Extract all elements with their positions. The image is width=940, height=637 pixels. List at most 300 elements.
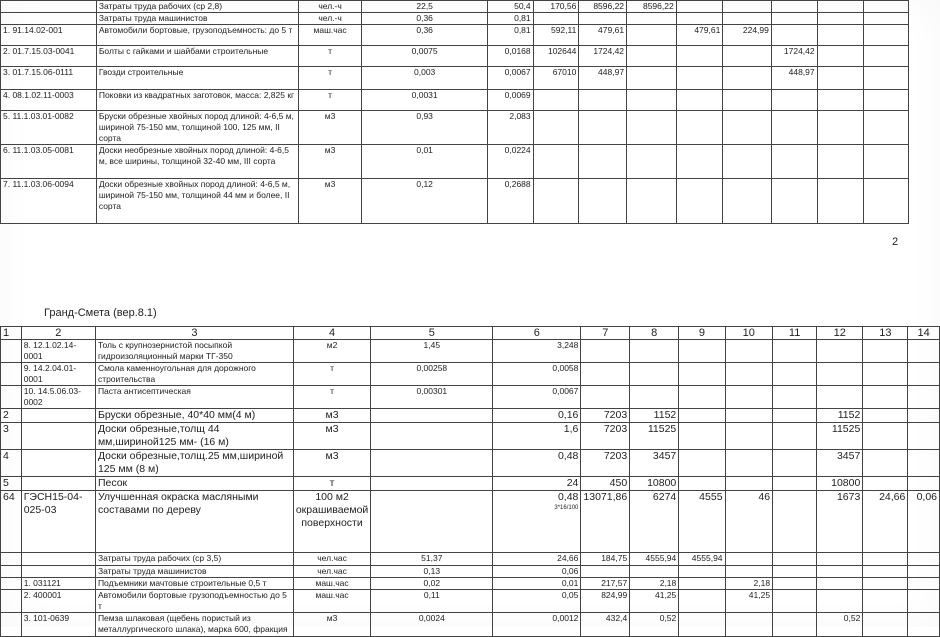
table-row xyxy=(1,553,940,566)
cell-name: Бруски обрезные хвойных пород длиной: 4-6,5 м, шириной 75-150 мм, толщиной 100, 125 мм, II сорта xyxy=(96,111,298,145)
cell-qty xyxy=(371,409,493,423)
cell-total-qty: 0,48 xyxy=(493,450,581,477)
cell-number: 64 xyxy=(1,491,22,553)
cell-labor-workers xyxy=(863,363,908,386)
cell-machines: 2,18 xyxy=(725,578,773,590)
cell-machines xyxy=(725,450,773,477)
cell-materials: 10800 xyxy=(817,477,863,491)
cell-qty: 0,93 xyxy=(362,111,488,145)
column-number: 4 xyxy=(293,327,370,340)
estimate-table-page2 xyxy=(0,326,940,637)
cell-total: 41,25 xyxy=(630,590,679,613)
cell-code xyxy=(21,553,95,566)
table-row xyxy=(1,491,940,553)
cell-wages xyxy=(627,90,677,111)
table-row xyxy=(1,111,940,145)
cell-machines xyxy=(725,423,773,450)
cell-unit-price: 102644 xyxy=(533,46,579,67)
cell-name: Затраты труда рабочих (ср 3,5) xyxy=(95,553,293,566)
cell-unit: маш.час xyxy=(298,25,361,46)
cell-total: 0,52 xyxy=(630,613,679,637)
cell-qty: 0,00258 xyxy=(371,363,493,386)
cell-materials xyxy=(817,553,863,566)
cell-name: Смола каменноугольная для дорожного строительства xyxy=(95,363,293,386)
cell-code xyxy=(21,477,95,491)
cell-machinist-wages xyxy=(723,46,772,67)
cell-labor-machinists xyxy=(908,590,940,613)
column-number: 7 xyxy=(581,327,630,340)
cell-total-qty: 0,2688 xyxy=(488,179,534,224)
cell-qty: 51,37 xyxy=(371,553,493,566)
cell-machinist-wages xyxy=(723,90,772,111)
cell-name: Толь с крупнозернистой посыпкой гидроизоляционный марки ТГ-350 xyxy=(95,340,293,363)
cell-machinist-wages xyxy=(773,578,817,590)
table-row xyxy=(1,67,940,90)
cell-unit-price xyxy=(581,386,630,409)
cell-labor-machinists xyxy=(908,423,940,450)
cell-code: 1. 031121 xyxy=(21,578,95,590)
cell-machinist-wages: 224,99 xyxy=(723,25,772,46)
cell-machines xyxy=(725,477,773,491)
cell-qty: 0,12 xyxy=(362,179,488,224)
cell-name: Болты с гайками и шайбами строительные xyxy=(96,46,298,67)
cell-unit-price xyxy=(581,363,630,386)
cell-code xyxy=(21,423,95,450)
cell-unit-price: 67010 xyxy=(533,67,579,90)
table-row xyxy=(1,90,940,111)
cell-code: 2. 400001 xyxy=(21,590,95,613)
cell-name: Паста антисептическая xyxy=(95,386,293,409)
cell-machines xyxy=(676,1,723,13)
column-number: 6 xyxy=(493,327,581,340)
cell-machinist-wages xyxy=(773,423,817,450)
cell-machines xyxy=(676,67,723,90)
cell-name: Затраты труда машинистов xyxy=(96,13,298,25)
cell-labor-workers: 24,66 xyxy=(863,491,908,553)
app-title: Гранд-Смета (вер.8.1) xyxy=(44,307,157,319)
cell-unit: м3 xyxy=(298,111,361,145)
cell-labor-machinists xyxy=(908,340,940,363)
cell-total-qty: 0,0224 xyxy=(488,145,534,179)
cell-name: Доски обрезные хвойных пород длиной: 4-6,5 м, шириной 75-150 мм, толщиной 44 мм и более, II сорта xyxy=(96,179,298,224)
table-row xyxy=(1,613,940,637)
cell-wages xyxy=(679,613,725,637)
cell-materials: 0,52 xyxy=(817,613,863,637)
cell-machinist-wages xyxy=(773,340,817,363)
cell-total: 8596,22 xyxy=(579,1,627,13)
cell-total: 1724,42 xyxy=(579,46,627,67)
cell-number: 4 xyxy=(1,450,22,477)
cell-unit: м3 xyxy=(298,145,361,179)
cell-machinist-wages xyxy=(773,386,817,409)
cell-number xyxy=(1,553,22,566)
cell-unit-price xyxy=(533,90,579,111)
cell-unit-price xyxy=(581,340,630,363)
cell-labor-machinists xyxy=(908,363,940,386)
cell-unit-price: 13071,86 xyxy=(581,491,630,553)
cell-materials xyxy=(817,340,863,363)
table-row xyxy=(1,13,940,25)
cell-machines: 479,61 xyxy=(676,25,723,46)
cell-name: Поковки из квадратных заготовок, масса: 2,825 кг xyxy=(96,90,298,111)
cell-name: Затраты труда рабочих (ср 2,8) xyxy=(96,1,298,13)
cell-materials: 1152 xyxy=(817,409,863,423)
cell-code xyxy=(1,1,97,13)
cell-machinist-wages xyxy=(723,1,772,13)
cell-qty: 0,003 xyxy=(362,67,488,90)
cell-labor-machinists xyxy=(908,386,940,409)
column-number: 2 xyxy=(21,327,95,340)
table-row xyxy=(1,340,940,363)
cell-labor-machinists xyxy=(908,613,940,637)
cell-labor-workers xyxy=(817,90,863,111)
cell-name: Затраты труда машинистов xyxy=(95,566,293,578)
cell-labor-machinists: 0,06 xyxy=(908,491,940,553)
cell-labor-workers xyxy=(863,553,908,566)
column-number: 13 xyxy=(863,327,908,340)
cell-materials xyxy=(771,145,817,179)
cell-machinist-wages xyxy=(723,67,772,90)
cell-number xyxy=(1,590,22,613)
cell-labor-machinists xyxy=(908,553,940,566)
cell-machines xyxy=(725,566,773,578)
cell-labor-workers xyxy=(817,25,863,46)
cell-labor-workers xyxy=(817,145,863,179)
column-number: 11 xyxy=(773,327,817,340)
cell-number xyxy=(1,566,22,578)
column-number: 14 xyxy=(908,327,940,340)
cell-wages xyxy=(679,450,725,477)
cell-name: Доски обрезные,толщ 44 мм,шириной125 мм- (16 м) xyxy=(95,423,293,450)
cell-machines xyxy=(725,363,773,386)
cell-code: 2. 01.7.15.03-0041 xyxy=(1,46,97,67)
cell-total-qty: 0,16 xyxy=(493,409,581,423)
cell-machines xyxy=(725,409,773,423)
cell-wages xyxy=(679,590,725,613)
cell-name: Доски обрезные,толщ.25 мм,шириной 125 мм (8 м) xyxy=(95,450,293,477)
cell-total xyxy=(579,179,627,224)
cell-machinist-wages xyxy=(723,179,772,224)
cell-materials xyxy=(817,590,863,613)
cell-machinist-wages xyxy=(723,13,772,25)
cell-wages xyxy=(627,13,677,25)
cell-materials xyxy=(771,13,817,25)
table-row xyxy=(1,386,940,409)
cell-unit-price xyxy=(533,145,579,179)
estimate-table-page1 xyxy=(0,0,940,224)
cell-labor-machinists xyxy=(908,409,940,423)
cell-number: 2 xyxy=(1,409,22,423)
cell-labor-workers xyxy=(863,590,908,613)
cell-unit: чел.час xyxy=(293,553,370,566)
cell-labor-machinists xyxy=(863,13,908,25)
table-row xyxy=(1,590,940,613)
cell-unit-price: 184,75 xyxy=(581,553,630,566)
cell-machines xyxy=(676,145,723,179)
table-row xyxy=(1,1,940,13)
cell-labor-machinists xyxy=(863,67,908,90)
cell-unit: т xyxy=(293,477,370,491)
cell-unit: т xyxy=(293,386,370,409)
cell-labor-workers xyxy=(817,1,863,13)
cell-total-qty: 0,81 xyxy=(488,25,534,46)
cell-code: 3. 01.7.15.06-0111 xyxy=(1,67,97,90)
cell-number xyxy=(1,340,22,363)
quantity-formula: 3*16/100 xyxy=(554,505,579,511)
cell-unit: 100 м2 окрашиваемой поверхности xyxy=(293,491,370,553)
cell-labor-workers xyxy=(817,67,863,90)
cell-total-qty: 3,248 xyxy=(493,340,581,363)
cell-wages xyxy=(627,179,677,224)
cell-wages xyxy=(627,111,677,145)
column-number-row xyxy=(1,327,940,340)
table-row xyxy=(1,477,940,491)
cell-machines xyxy=(725,340,773,363)
cell-name: Улучшенная окраска масляными составами по дереву xyxy=(95,491,293,553)
cell-machinist-wages xyxy=(773,590,817,613)
cell-labor-machinists xyxy=(863,145,908,179)
cell-materials: 3457 xyxy=(817,450,863,477)
cell-wages: 4555 xyxy=(679,491,725,553)
table-row xyxy=(1,409,940,423)
cell-unit-price xyxy=(581,566,630,578)
cell-qty: 0,01 xyxy=(362,145,488,179)
cell-name: Пемза шлаковая (щебень пористый из металлургического шлака), марка 600, фракция xyxy=(95,613,293,637)
cell-total-qty: 2,083 xyxy=(488,111,534,145)
cell-labor-workers xyxy=(817,179,863,224)
cell-materials xyxy=(771,1,817,13)
cell-labor-workers xyxy=(817,13,863,25)
cell-total: 479,61 xyxy=(579,25,627,46)
cell-total-qty: 0,05 xyxy=(493,590,581,613)
cell-total-qty: 0,0067 xyxy=(488,67,534,90)
cell-qty: 0,36 xyxy=(362,25,488,46)
cell-total: 4555,94 xyxy=(630,553,679,566)
cell-materials xyxy=(817,363,863,386)
cell-total: 10800 xyxy=(630,477,679,491)
cell-code: 8. 12.1.02.14-0001 xyxy=(21,340,95,363)
cell-labor-workers xyxy=(817,111,863,145)
cell-labor-workers xyxy=(863,477,908,491)
cell-machinist-wages xyxy=(773,491,817,553)
table-row xyxy=(1,145,940,179)
cell-materials xyxy=(817,578,863,590)
cell-materials xyxy=(771,25,817,46)
cell-code xyxy=(21,566,95,578)
page-number: 2 xyxy=(892,236,899,248)
cell-labor-machinists xyxy=(863,25,908,46)
cell-wages xyxy=(679,340,725,363)
cell-qty: 22,5 xyxy=(362,1,488,13)
cell-code xyxy=(21,409,95,423)
column-number: 8 xyxy=(630,327,679,340)
cell-qty xyxy=(371,491,493,553)
cell-machinist-wages xyxy=(723,145,772,179)
cell-name: Бруски обрезные, 40*40 мм(4 м) xyxy=(95,409,293,423)
cell-number xyxy=(1,578,22,590)
cell-code: 10. 14.5.06.03-0002 xyxy=(21,386,95,409)
cell-unit-price: 7203 xyxy=(581,409,630,423)
cell-labor-workers xyxy=(863,578,908,590)
cell-total-qty: 0,0168 xyxy=(488,46,534,67)
cell-machinist-wages xyxy=(773,566,817,578)
column-number: 9 xyxy=(679,327,725,340)
cell-total-qty: 0,06 xyxy=(493,566,581,578)
cell-name: Доски необрезные хвойных пород длиной: 4-6,5 м, все ширины, толщиной 32-40 мм, III сорта xyxy=(96,145,298,179)
cell-labor-machinists xyxy=(863,90,908,111)
cell-wages xyxy=(627,145,677,179)
cell-labor-machinists xyxy=(863,1,908,13)
cell-labor-workers xyxy=(863,423,908,450)
cell-labor-machinists xyxy=(908,477,940,491)
cell-name: Автомобили бортовые, грузоподъемность: до 5 т xyxy=(96,25,298,46)
cell-unit: т xyxy=(293,363,370,386)
cell-total-qty: 0,0012 xyxy=(493,613,581,637)
cell-wages xyxy=(627,25,677,46)
column-number: 5 xyxy=(371,327,493,340)
cell-total xyxy=(630,386,679,409)
cell-qty: 0,00301 xyxy=(371,386,493,409)
cell-total xyxy=(630,566,679,578)
cell-unit: т xyxy=(298,67,361,90)
cell-wages xyxy=(679,477,725,491)
cell-unit: чел.-ч xyxy=(298,13,361,25)
cell-machinist-wages xyxy=(773,477,817,491)
cell-qty xyxy=(371,477,493,491)
cell-labor-machinists xyxy=(863,46,908,67)
cell-total: 11525 xyxy=(630,423,679,450)
cell-machines xyxy=(676,111,723,145)
cell-unit-price: 450 xyxy=(581,477,630,491)
cell-wages xyxy=(627,67,677,90)
cell-name: Подъемники мачтовые строительные 0,5 т xyxy=(95,578,293,590)
table-row xyxy=(1,363,940,386)
cell-qty xyxy=(371,450,493,477)
table-row xyxy=(1,578,940,590)
cell-total: 3457 xyxy=(630,450,679,477)
cell-machines xyxy=(676,179,723,224)
cell-unit: м3 xyxy=(298,179,361,224)
cell-labor-machinists xyxy=(863,179,908,224)
cell-materials: 1673 xyxy=(817,491,863,553)
table-row xyxy=(1,566,940,578)
cell-total-qty: 24,66 xyxy=(493,553,581,566)
cell-number xyxy=(1,386,22,409)
cell-number: 3 xyxy=(1,423,22,450)
cell-number: 5 xyxy=(1,477,22,491)
cell-total xyxy=(579,111,627,145)
cell-unit-price xyxy=(533,111,579,145)
cell-machinist-wages xyxy=(773,450,817,477)
cell-wages: 4555,94 xyxy=(679,553,725,566)
cell-labor-workers xyxy=(817,46,863,67)
cell-labor-machinists xyxy=(908,578,940,590)
cell-materials: 11525 xyxy=(817,423,863,450)
cell-machines xyxy=(725,386,773,409)
cell-unit-price: 7203 xyxy=(581,423,630,450)
cell-total: 1152 xyxy=(630,409,679,423)
cell-code: 5. 11.1.03.01-0082 xyxy=(1,111,97,145)
cell-labor-workers xyxy=(863,613,908,637)
cell-qty: 0,11 xyxy=(371,590,493,613)
table-row xyxy=(1,25,940,46)
cell-machines xyxy=(676,46,723,67)
cell-total-qty: 0,0069 xyxy=(488,90,534,111)
column-number: 1 xyxy=(1,327,22,340)
cell-machines xyxy=(676,90,723,111)
cell-unit: м3 xyxy=(293,450,370,477)
cell-labor-workers xyxy=(863,386,908,409)
cell-code: 3. 101-0639 xyxy=(21,613,95,637)
cell-wages xyxy=(679,409,725,423)
cell-wages: 8596,22 xyxy=(627,1,677,13)
cell-code: ГЭСН15-04-025-03 xyxy=(21,491,95,553)
cell-total xyxy=(630,340,679,363)
cell-machinist-wages xyxy=(773,613,817,637)
cell-wages xyxy=(679,566,725,578)
cell-materials xyxy=(771,90,817,111)
cell-unit: маш.час xyxy=(293,578,370,590)
cell-machinist-wages xyxy=(773,553,817,566)
cell-machines xyxy=(725,613,773,637)
cell-unit: чел.-ч xyxy=(298,1,361,13)
cell-code: 7. 11.1.03.06-0094 xyxy=(1,179,97,224)
table-row xyxy=(1,46,940,67)
cell-unit-price xyxy=(533,13,579,25)
cell-total-qty: 0,81 xyxy=(488,13,534,25)
cell-qty: 0,13 xyxy=(371,566,493,578)
cell-qty xyxy=(371,423,493,450)
cell-unit: чел.час xyxy=(293,566,370,578)
cell-labor-machinists xyxy=(863,111,908,145)
cell-code: 1. 91.14.02-001 xyxy=(1,25,97,46)
cell-qty: 0,0075 xyxy=(362,46,488,67)
cell-code xyxy=(1,13,97,25)
cell-total-qty: 0,0067 xyxy=(493,386,581,409)
cell-total: 448,97 xyxy=(579,67,627,90)
cell-code: 9. 14.2.04.01-0001 xyxy=(21,363,95,386)
cell-unit-price: 170,56 xyxy=(533,1,579,13)
cell-machinist-wages xyxy=(723,111,772,145)
cell-labor-workers xyxy=(863,566,908,578)
cell-labor-workers xyxy=(863,340,908,363)
column-number: 10 xyxy=(725,327,773,340)
cell-wages xyxy=(679,578,725,590)
cell-labor-workers xyxy=(863,450,908,477)
cell-total: 6274 xyxy=(630,491,679,553)
cell-wages xyxy=(679,386,725,409)
cell-total xyxy=(579,90,627,111)
cell-qty: 0,02 xyxy=(371,578,493,590)
cell-labor-machinists xyxy=(908,450,940,477)
cell-machinist-wages xyxy=(773,409,817,423)
cell-code: 4. 08.1.02.11-0003 xyxy=(1,90,97,111)
cell-wages xyxy=(627,46,677,67)
cell-materials: 1724,42 xyxy=(771,46,817,67)
cell-unit: маш.час xyxy=(293,590,370,613)
cell-labor-workers xyxy=(863,409,908,423)
cell-unit-price xyxy=(533,179,579,224)
cell-total-qty: 50,4 xyxy=(488,1,534,13)
cell-total xyxy=(579,145,627,179)
cell-wages xyxy=(679,423,725,450)
cell-unit: т xyxy=(298,90,361,111)
cell-qty: 0,0024 xyxy=(371,613,493,637)
table-row xyxy=(1,423,940,450)
cell-unit: м2 xyxy=(293,340,370,363)
cell-machines: 41,25 xyxy=(725,590,773,613)
cell-unit-price: 592,11 xyxy=(533,25,579,46)
